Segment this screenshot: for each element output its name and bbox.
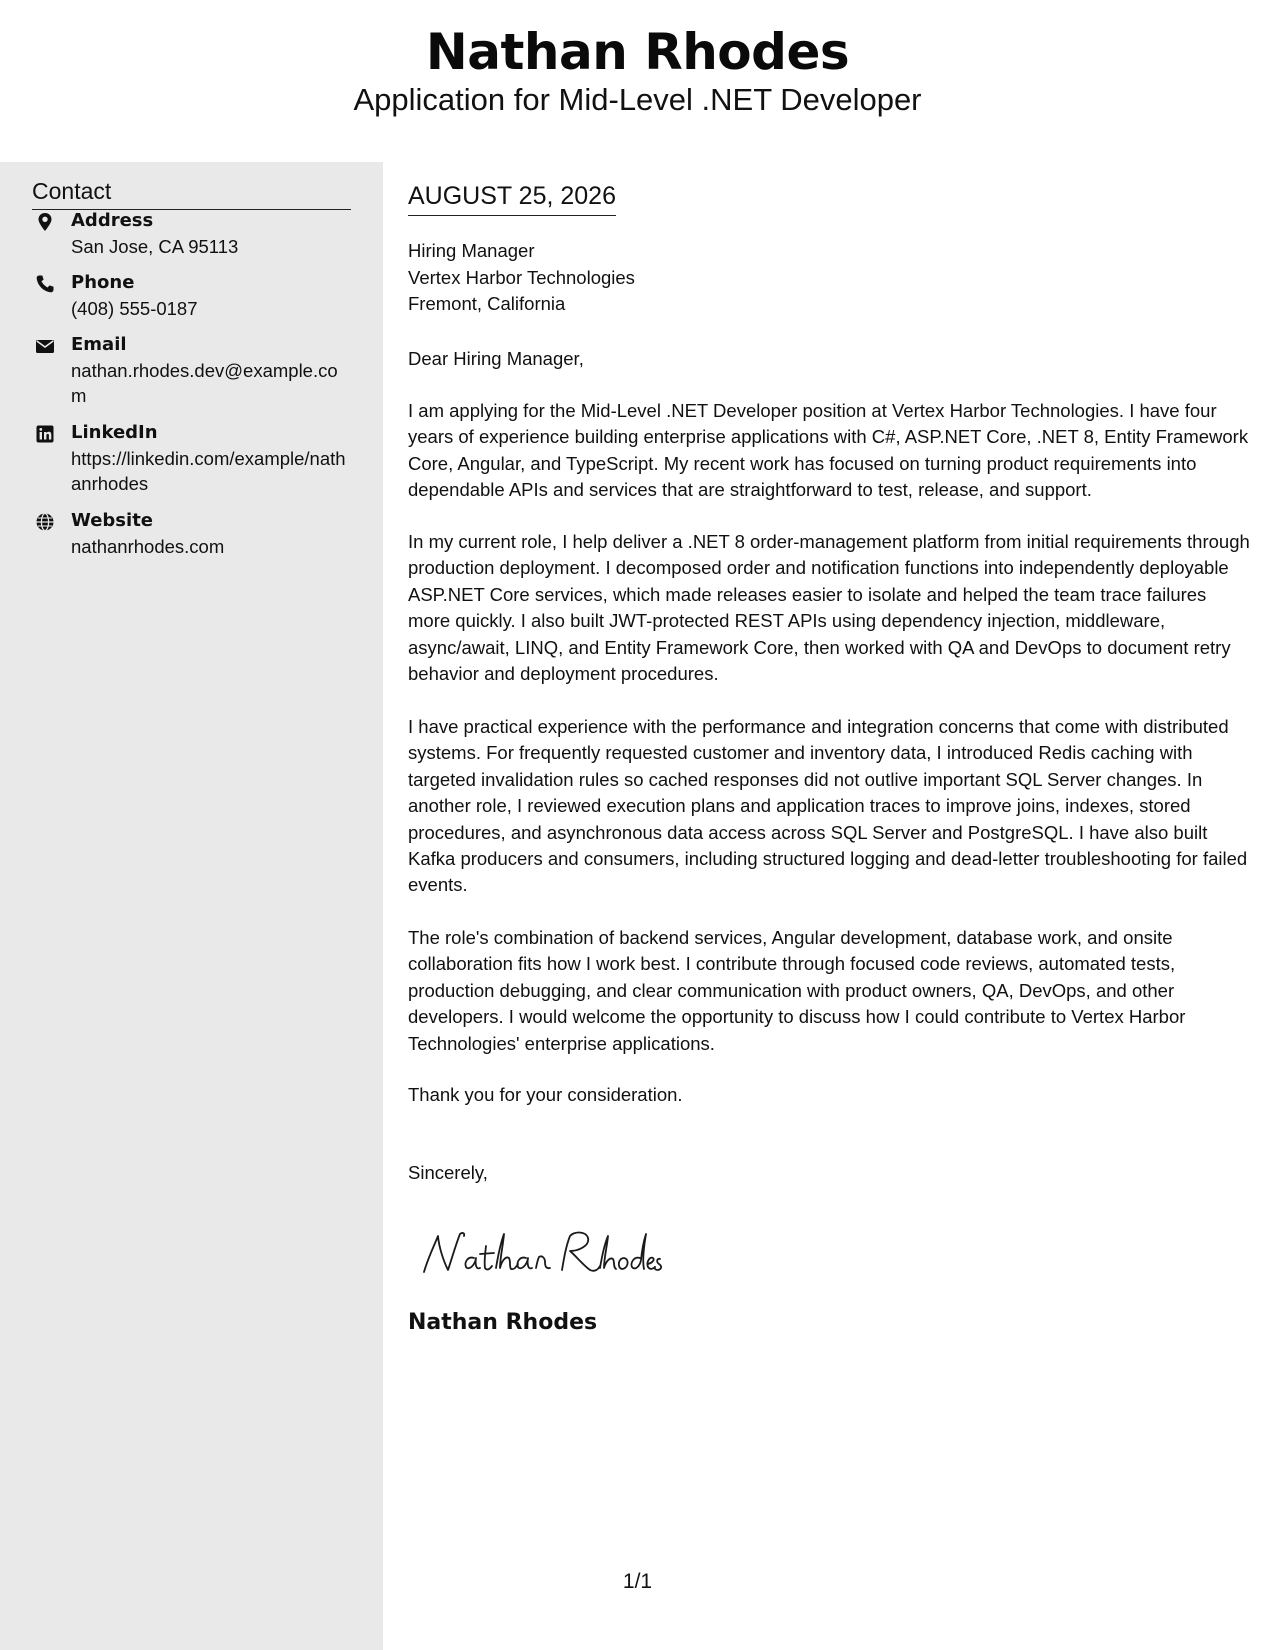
map-pin-icon bbox=[35, 212, 55, 232]
address-value: San Jose, CA 95113 bbox=[71, 236, 239, 257]
handwritten-signature bbox=[408, 1218, 668, 1288]
address-label: Address bbox=[71, 210, 154, 231]
closing: Sincerely, bbox=[408, 1162, 488, 1183]
phone-label: Phone bbox=[71, 272, 135, 293]
applicant-name: Nathan Rhodes bbox=[425, 23, 850, 81]
globe-icon bbox=[35, 512, 55, 532]
body-paragraph: The role's combination of backend services, Angular development, database work, and onsite collaboration fits how I work best. I contribute through focused code reviews, automated tests, production debugging, and clear communication with product owners, QA, DevOps, and other developers. I would welcome the opportunity to discuss how I could contribute to Vertex Harbor Technologies' enterprise applications. bbox=[408, 927, 1186, 1054]
letter-header bbox=[0, 0, 1275, 162]
letter-date: AUGUST 25, 2026 bbox=[408, 179, 616, 216]
phone-value: (408) 555-0187 bbox=[71, 298, 198, 319]
recipient-location: Fremont, California bbox=[408, 293, 566, 314]
salutation: Dear Hiring Manager, bbox=[408, 348, 584, 369]
website-label: Website bbox=[71, 510, 154, 531]
body-paragraph: In my current role, I help deliver a .NET 8 order-management platform from initial requirements through production deployment. I decomposed order and notification functions into independently deployable ASP.NET Core services, which made releases easier to isolate and helped the team trace failures more quickly. I also built JWT-protected REST APIs using dependency injection, middleware, async/await, LINQ, and Entity Framework Core, then worked with QA and DevOps to document retry behavior and deployment procedures. bbox=[408, 531, 1250, 685]
body-paragraph: I have practical experience with the performance and integration concerns that come with distributed systems. For frequently requested customer and inventory data, I introduced Redis caching with targeted invalidation rules so cached responses did not outlive important SQL Server changes. In another role, I reviewed execution plans and application traces to improve joins, indexes, stored procedures, and asynchronous data access across SQL Server and PostgreSQL. I have also built Kafka producers and consumers, including structured logging and dead-letter troubleshooting for failed events. bbox=[408, 716, 1248, 896]
linkedin-value[interactable]: https://linkedin.com/example/nathanrhodes bbox=[71, 448, 346, 494]
contact-heading: Contact bbox=[32, 176, 351, 210]
recipient-title: Hiring Manager bbox=[408, 240, 535, 261]
phone-icon bbox=[35, 274, 55, 294]
linkedin-label: LinkedIn bbox=[71, 422, 158, 443]
email-value[interactable]: nathan.rhodes.dev@example.com bbox=[71, 360, 338, 406]
website-value[interactable]: nathanrhodes.com bbox=[71, 536, 225, 557]
recipient-company: Vertex Harbor Technologies bbox=[408, 266, 635, 288]
page-number: 1/1 bbox=[622, 1570, 653, 1593]
envelope-icon bbox=[35, 336, 55, 356]
application-subtitle: Application for Mid-Level .NET Developer bbox=[353, 82, 922, 117]
email-label: Email bbox=[71, 334, 127, 355]
recipient-block bbox=[408, 238, 635, 318]
body-paragraph: I am applying for the Mid-Level .NET Developer position at Vertex Harbor Technologies. I have four years of experience building enterprise applications with C#, ASP.NET Core, .NET 8, Entity Framework Core, Angular, and TypeScript. My recent work has focused on turning product requirements into dependable APIs and services that are straightforward to test, release, and support. bbox=[408, 400, 1249, 501]
body-paragraph: Thank you for your consideration. bbox=[408, 1084, 683, 1105]
linkedin-icon bbox=[35, 424, 55, 444]
signer-name: Nathan Rhodes bbox=[408, 1310, 598, 1335]
contact-sidebar bbox=[0, 162, 383, 1650]
